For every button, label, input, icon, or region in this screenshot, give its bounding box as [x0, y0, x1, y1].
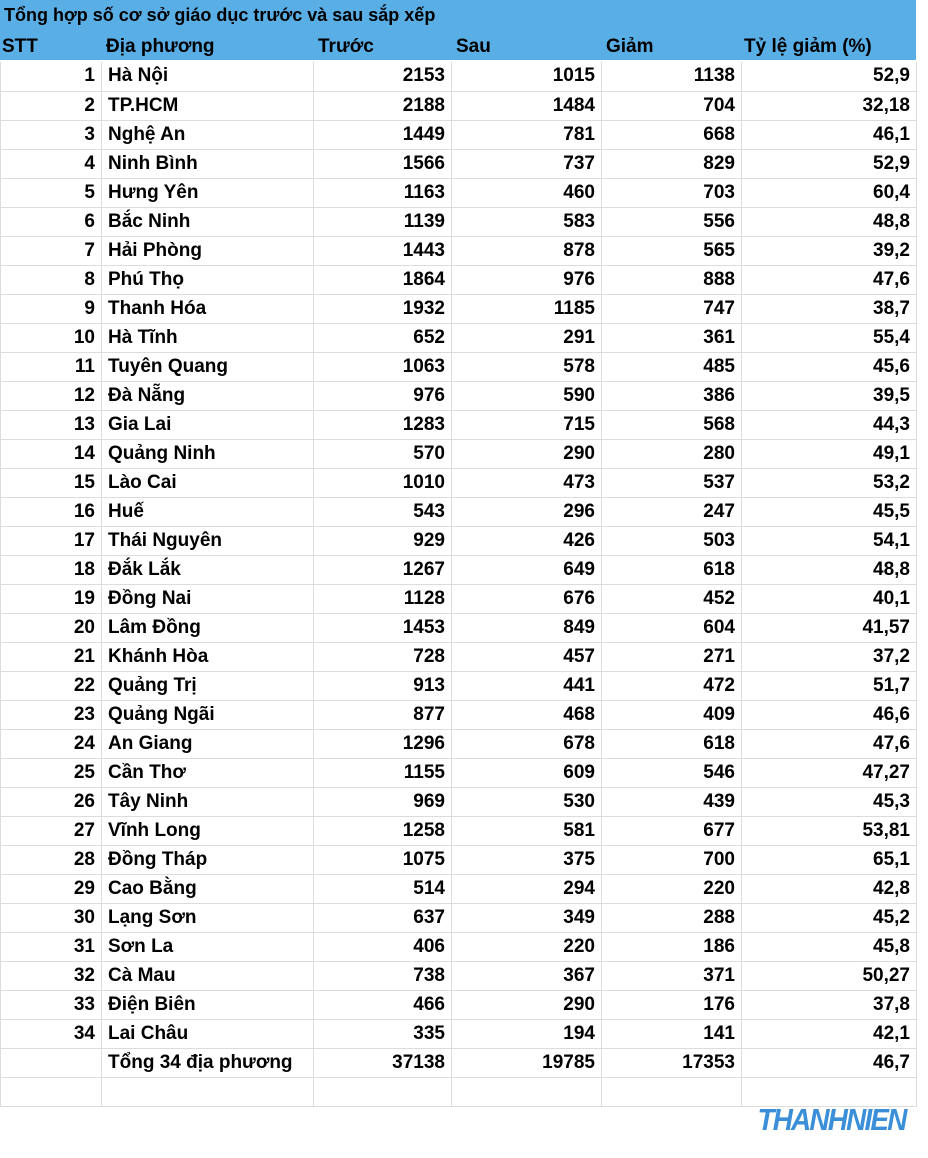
cell-after: 426: [452, 526, 602, 555]
table-row: [1, 149, 917, 178]
cell-after: 468: [452, 700, 602, 729]
cell-stt: 23: [1, 700, 102, 729]
cell-after: 530: [452, 787, 602, 816]
cell-stt: 13: [1, 410, 102, 439]
cell-stt: 22: [1, 671, 102, 700]
cell-before: 406: [314, 932, 452, 961]
cell-rate: 38,7: [742, 294, 917, 323]
cell-rate: 52,9: [742, 149, 917, 178]
cell-reduced: 288: [602, 903, 742, 932]
cell-before: 637: [314, 903, 452, 932]
cell-locality: Thái Nguyên: [102, 526, 314, 555]
cell-reduced: 439: [602, 787, 742, 816]
cell-reduced: 271: [602, 642, 742, 671]
cell-before: 514: [314, 874, 452, 903]
cell-before: 1139: [314, 207, 452, 236]
cell-rate: 45,6: [742, 352, 917, 381]
cell-stt: 33: [1, 990, 102, 1019]
cell-stt: 1: [1, 62, 102, 91]
cell-rate: 40,1: [742, 584, 917, 613]
cell-stt: 32: [1, 961, 102, 990]
cell-before: 1932: [314, 294, 452, 323]
cell-rate: 45,8: [742, 932, 917, 961]
cell-locality: Đồng Tháp: [102, 845, 314, 874]
cell-after: 460: [452, 178, 602, 207]
cell-stt: 17: [1, 526, 102, 555]
cell-after: 590: [452, 381, 602, 410]
cell-locality: TP.HCM: [102, 91, 314, 120]
cell-stt: 31: [1, 932, 102, 961]
cell-reduced: 700: [602, 845, 742, 874]
cell-rate: 37,8: [742, 990, 917, 1019]
cell-after: 649: [452, 555, 602, 584]
cell-stt: 29: [1, 874, 102, 903]
cell-after: 294: [452, 874, 602, 903]
cell-locality: Quảng Ngãi: [102, 700, 314, 729]
cell-after: 473: [452, 468, 602, 497]
table-row: [1, 265, 917, 294]
cell-reduced: 280: [602, 439, 742, 468]
cell-stt: 34: [1, 1019, 102, 1048]
table-row: [1, 555, 917, 584]
cell-rate: 39,5: [742, 381, 917, 410]
empty-cell: [314, 1077, 452, 1106]
cell-stt: 6: [1, 207, 102, 236]
cell-reduced: 888: [602, 265, 742, 294]
cell-stt: 11: [1, 352, 102, 381]
cell-reduced: 176: [602, 990, 742, 1019]
cell-after: 781: [452, 120, 602, 149]
cell-rate: 53,2: [742, 468, 917, 497]
cell-reduced: 556: [602, 207, 742, 236]
cell-reduced: 472: [602, 671, 742, 700]
table-row: [1, 700, 917, 729]
cell-rate: 32,18: [742, 91, 917, 120]
table-row: [1, 207, 917, 236]
cell-locality: Điện Biên: [102, 990, 314, 1019]
watermark-logo: THANHNIEN: [757, 1102, 906, 1137]
header-reduced: Giảm: [606, 36, 654, 57]
cell-before: 738: [314, 961, 452, 990]
cell-rate: 45,3: [742, 787, 917, 816]
cell-stt: 4: [1, 149, 102, 178]
cell-locality: An Giang: [102, 729, 314, 758]
cell-rate: 41,57: [742, 613, 917, 642]
table-row: [1, 787, 917, 816]
cell-before: 1258: [314, 816, 452, 845]
cell-stt: 14: [1, 439, 102, 468]
cell-locality: Hải Phòng: [102, 236, 314, 265]
cell-stt: 5: [1, 178, 102, 207]
cell-before: 652: [314, 323, 452, 352]
table-row: [1, 526, 917, 555]
data-table: [0, 62, 917, 1107]
cell-before: 2188: [314, 91, 452, 120]
cell-after: 676: [452, 584, 602, 613]
empty-cell: [1, 1077, 102, 1106]
cell-after: 578: [452, 352, 602, 381]
cell-after: 583: [452, 207, 602, 236]
table-row: [1, 352, 917, 381]
cell-before: 976: [314, 381, 452, 410]
cell-after: 220: [452, 932, 602, 961]
cell-rate: 48,8: [742, 555, 917, 584]
table-row: [1, 932, 917, 961]
cell-before: 929: [314, 526, 452, 555]
cell-after: 678: [452, 729, 602, 758]
cell-rate: 55,4: [742, 323, 917, 352]
cell-rate: 46,6: [742, 700, 917, 729]
table-row: [1, 62, 917, 91]
cell-locality: Gia Lai: [102, 410, 314, 439]
cell-before: 1296: [314, 729, 452, 758]
cell-locality: Đồng Nai: [102, 584, 314, 613]
cell-rate: 54,1: [742, 526, 917, 555]
cell-stt: 15: [1, 468, 102, 497]
cell-locality: Ninh Bình: [102, 149, 314, 178]
cell-reduced: 503: [602, 526, 742, 555]
cell-after: 441: [452, 671, 602, 700]
cell-locality: Đà Nẵng: [102, 381, 314, 410]
cell-before: 877: [314, 700, 452, 729]
cell-locality: Phú Thọ: [102, 265, 314, 294]
cell-rate: 60,4: [742, 178, 917, 207]
table-row: [1, 990, 917, 1019]
cell-reduced: 747: [602, 294, 742, 323]
cell-stt: 30: [1, 903, 102, 932]
cell-stt: 8: [1, 265, 102, 294]
cell-stt: 18: [1, 555, 102, 584]
sheet-title: Tổng hợp số cơ sở giáo dục trước và sau sắp xếp: [4, 5, 436, 25]
cell-locality: Lâm Đồng: [102, 613, 314, 642]
cell-locality: Hà Tĩnh: [102, 323, 314, 352]
cell-locality: Lai Châu: [102, 1019, 314, 1048]
table-row: [1, 439, 917, 468]
table-row: [1, 961, 917, 990]
cell-rate: 50,27: [742, 961, 917, 990]
header-locality: Địa phương: [106, 36, 215, 57]
cell-rate: 37,2: [742, 642, 917, 671]
cell-before: 543: [314, 497, 452, 526]
cell-before: 570: [314, 439, 452, 468]
cell-before: 1443: [314, 236, 452, 265]
total-reduced: 17353: [602, 1048, 742, 1077]
table-row: [1, 671, 917, 700]
cell-rate: 39,2: [742, 236, 917, 265]
cell-after: 290: [452, 990, 602, 1019]
cell-locality: Hà Nội: [102, 62, 314, 91]
cell-reduced: 247: [602, 497, 742, 526]
cell-reduced: 565: [602, 236, 742, 265]
table-row: [1, 845, 917, 874]
table-header-band: [0, 0, 916, 60]
table-row: [1, 381, 917, 410]
cell-after: 349: [452, 903, 602, 932]
cell-before: 1010: [314, 468, 452, 497]
cell-locality: Tây Ninh: [102, 787, 314, 816]
table-row: [1, 468, 917, 497]
table-row: [1, 758, 917, 787]
cell-stt: 25: [1, 758, 102, 787]
header-stt: STT: [2, 36, 38, 57]
table-row: [1, 323, 917, 352]
cell-before: 1163: [314, 178, 452, 207]
cell-before: 1128: [314, 584, 452, 613]
cell-before: 1864: [314, 265, 452, 294]
cell-rate: 44,3: [742, 410, 917, 439]
cell-locality: Khánh Hòa: [102, 642, 314, 671]
cell-rate: 47,27: [742, 758, 917, 787]
cell-rate: 45,2: [742, 903, 917, 932]
total-after: 19785: [452, 1048, 602, 1077]
cell-after: 291: [452, 323, 602, 352]
cell-after: 737: [452, 149, 602, 178]
cell-reduced: 668: [602, 120, 742, 149]
cell-reduced: 186: [602, 932, 742, 961]
total-rate: 46,7: [742, 1048, 917, 1077]
table-row: [1, 584, 917, 613]
cell-after: 715: [452, 410, 602, 439]
cell-locality: Cần Thơ: [102, 758, 314, 787]
cell-after: 457: [452, 642, 602, 671]
cell-rate: 51,7: [742, 671, 917, 700]
cell-reduced: 677: [602, 816, 742, 845]
cell-after: 1185: [452, 294, 602, 323]
cell-reduced: 371: [602, 961, 742, 990]
cell-locality: Hưng Yên: [102, 178, 314, 207]
table-row: [1, 91, 917, 120]
cell-stt: 10: [1, 323, 102, 352]
cell-before: 1453: [314, 613, 452, 642]
table-row: [1, 903, 917, 932]
cell-rate: 47,6: [742, 729, 917, 758]
cell-stt: 27: [1, 816, 102, 845]
cell-stt: 21: [1, 642, 102, 671]
cell-reduced: 386: [602, 381, 742, 410]
cell-stt: 20: [1, 613, 102, 642]
cell-stt: 26: [1, 787, 102, 816]
cell-before: 728: [314, 642, 452, 671]
cell-stt: 19: [1, 584, 102, 613]
cell-reduced: 1138: [602, 62, 742, 91]
cell-locality: Bắc Ninh: [102, 207, 314, 236]
cell-after: 976: [452, 265, 602, 294]
cell-after: 1484: [452, 91, 602, 120]
cell-before: 1283: [314, 410, 452, 439]
cell-reduced: 361: [602, 323, 742, 352]
header-rate: Tỷ lệ giảm (%): [744, 36, 872, 57]
cell-locality: Lạng Sơn: [102, 903, 314, 932]
cell-reduced: 485: [602, 352, 742, 381]
cell-after: 1015: [452, 62, 602, 91]
cell-reduced: 546: [602, 758, 742, 787]
cell-reduced: 604: [602, 613, 742, 642]
cell-before: 1566: [314, 149, 452, 178]
cell-locality: Cao Bằng: [102, 874, 314, 903]
cell-after: 878: [452, 236, 602, 265]
cell-reduced: 537: [602, 468, 742, 497]
cell-reduced: 220: [602, 874, 742, 903]
cell-rate: 42,1: [742, 1019, 917, 1048]
cell-after: 849: [452, 613, 602, 642]
cell-locality: Huế: [102, 497, 314, 526]
cell-before: 2153: [314, 62, 452, 91]
cell-locality: Đắk Lắk: [102, 555, 314, 584]
cell-rate: 48,8: [742, 207, 917, 236]
cell-locality: Cà Mau: [102, 961, 314, 990]
table-row: [1, 497, 917, 526]
cell-reduced: 703: [602, 178, 742, 207]
cell-after: 296: [452, 497, 602, 526]
cell-stt: 28: [1, 845, 102, 874]
cell-reduced: 829: [602, 149, 742, 178]
cell-reduced: 704: [602, 91, 742, 120]
cell-after: 375: [452, 845, 602, 874]
total-label: Tổng 34 địa phương: [102, 1048, 314, 1077]
cell-stt: 3: [1, 120, 102, 149]
cell-stt: [1, 1048, 102, 1077]
cell-locality: Tuyên Quang: [102, 352, 314, 381]
cell-rate: 42,8: [742, 874, 917, 903]
cell-stt: 16: [1, 497, 102, 526]
cell-before: 1063: [314, 352, 452, 381]
cell-rate: 65,1: [742, 845, 917, 874]
cell-before: 1267: [314, 555, 452, 584]
table-row: [1, 178, 917, 207]
cell-reduced: 568: [602, 410, 742, 439]
cell-stt: 9: [1, 294, 102, 323]
cell-locality: Quảng Ninh: [102, 439, 314, 468]
cell-locality: Quảng Trị: [102, 671, 314, 700]
cell-stt: 7: [1, 236, 102, 265]
table-row: [1, 294, 917, 323]
cell-locality: Nghệ An: [102, 120, 314, 149]
cell-locality: Vĩnh Long: [102, 816, 314, 845]
empty-cell: [602, 1077, 742, 1106]
cell-reduced: 409: [602, 700, 742, 729]
cell-before: 1075: [314, 845, 452, 874]
cell-after: 194: [452, 1019, 602, 1048]
column-header-row: [0, 32, 916, 60]
cell-stt: 2: [1, 91, 102, 120]
table-row: [1, 613, 917, 642]
cell-rate: 49,1: [742, 439, 917, 468]
cell-before: 969: [314, 787, 452, 816]
cell-before: 466: [314, 990, 452, 1019]
cell-locality: Lào Cai: [102, 468, 314, 497]
table-row: [1, 874, 917, 903]
cell-rate: 52,9: [742, 62, 917, 91]
cell-reduced: 452: [602, 584, 742, 613]
table-row: [1, 729, 917, 758]
table-row: [1, 642, 917, 671]
header-after: Sau: [456, 36, 491, 57]
empty-cell: [102, 1077, 314, 1106]
cell-before: 913: [314, 671, 452, 700]
cell-after: 290: [452, 439, 602, 468]
cell-after: 367: [452, 961, 602, 990]
cell-reduced: 141: [602, 1019, 742, 1048]
cell-after: 581: [452, 816, 602, 845]
cell-stt: 24: [1, 729, 102, 758]
table-row: [1, 120, 917, 149]
cell-stt: 12: [1, 381, 102, 410]
cell-after: 609: [452, 758, 602, 787]
total-before: 37138: [314, 1048, 452, 1077]
total-row: [1, 1048, 917, 1077]
cell-before: 1449: [314, 120, 452, 149]
cell-locality: Thanh Hóa: [102, 294, 314, 323]
cell-rate: 45,5: [742, 497, 917, 526]
header-before: Trước: [318, 36, 374, 57]
cell-rate: 46,1: [742, 120, 917, 149]
table-row: [1, 1019, 917, 1048]
table-row: [1, 236, 917, 265]
cell-reduced: 618: [602, 729, 742, 758]
cell-reduced: 618: [602, 555, 742, 584]
cell-before: 335: [314, 1019, 452, 1048]
empty-cell: [452, 1077, 602, 1106]
cell-rate: 47,6: [742, 265, 917, 294]
table-row: [1, 410, 917, 439]
table-row: [1, 816, 917, 845]
cell-rate: 53,81: [742, 816, 917, 845]
cell-before: 1155: [314, 758, 452, 787]
cell-locality: Sơn La: [102, 932, 314, 961]
